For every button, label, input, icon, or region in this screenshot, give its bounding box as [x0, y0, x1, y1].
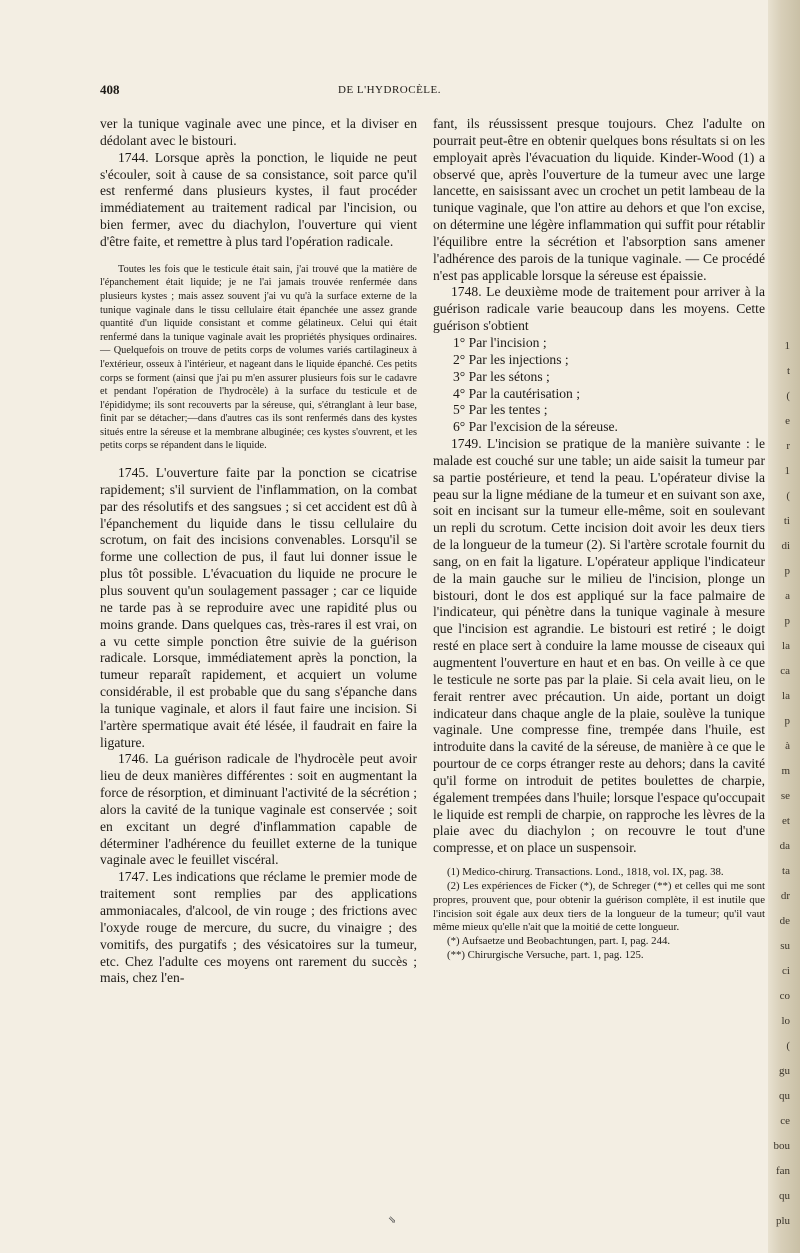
paragraph-1746: 1746. La guérison radicale de l'hydrocèle peut avoir lieu de deux manières différentes : soit en augmentant la force de résorption, et diminuant l'activité de la sécrétion ; alors la cavité de la tunique vaginale est conservée ; soit en excitant un degré d'inflammation capable de déterminer l'adhérence du feuillet externe de la tunique vaginale avec le feuillet viscéral. — [100, 751, 417, 868]
edge-fragment: qu — [779, 1190, 790, 1202]
edge-fragment: plu — [775, 1215, 790, 1227]
edge-fragment: ci — [782, 965, 790, 977]
edge-fragment: à — [785, 740, 790, 752]
left-column — [100, 116, 417, 987]
paragraph-1745: 1745. L'ouverture faite par la ponction se cicatrise rapidement; s'il survient de l'inflammation, on la combat par des résolutifs et des sangsues ; si cet accident est dû à l'épanchement du liquide dans le tissu cellulaire du scrotum, on fait des incisions convenables. Lorsqu'il se forme une collection de pus, il faut lui donner issue le plus tôt possible. L'évacuation du liquide ne procure le plus souvent qu'un soulagement passager ; car ce liquide ne tarde pas à se reproduire avec une rapidité plus ou moins grande. Dans quelques cas, très-rares il est vrai, on a vu cette simple ponction être suivie de la guérison radicale. Lorsque, immédiatement après la ponction, la tumeur reparaît rapidement, et acquiert un volume considérable, il est probable que du sang s'épanche dans la tunique vaginale, et alors il faut faire une incision. Si l'artère spermatique avait été lésée, il faudrait en faire la ligature. — [100, 465, 417, 750]
list-item: 5° Par les tentes ; — [453, 402, 548, 418]
paragraph-continued: fant, ils réussissent presque toujours. Chez l'adulte on pourrait peut-être en obtenir quelques bons résultats si on les employait après l'évacuation du liquide. Kinder-Wood (1) a observé que, après l'ouverture de la tumeur avec une large lancette, en saisissant avec un crochet un petit lambeau de la tunique vaginale, que l'on attire au dehors et que l'on excise, on détermine une légère inflammation qui suffit pour rétablir l'équilibre entre la sécrétion et l'absorption sans amener l'adhérence des parois de la tunique vaginale. — Ce procédé n'est pas applicable lorsque la séreuse est épaissie. — [433, 116, 765, 283]
footnote-2: (2) Les expériences de Ficker (*), de Schreger (**) et celles qui me sont propres, prouvent que, pour obtenir la guérison complète, il est inutile que l'incision soit égale aux deux tiers de la longueur de la tumeur; qu'il vaut même mieux qu'elle n'ait que la moitié de cette longueur. — [433, 879, 765, 934]
list-item: 3° Par les sétons ; — [453, 368, 550, 384]
edge-fragment: m — [781, 765, 790, 777]
list-item: 2° Par les injections ; — [453, 351, 569, 367]
edge-fragment: di — [781, 540, 790, 552]
right-column — [433, 116, 765, 963]
edge-fragment: 1 — [784, 340, 790, 352]
list-item: 4° Par la cautérisation ; — [453, 385, 580, 401]
edge-fragment: ce — [780, 1115, 790, 1127]
footnote-star: (*) Aufsaetze und Beobachtungen, part. I, pag. 244. — [447, 935, 671, 948]
edge-fragment: qu — [779, 1090, 790, 1102]
edge-fragment: la — [782, 690, 790, 702]
footnote-double-star: (**) Chirurgische Versuche, part. 1, pag. 125. — [447, 948, 644, 961]
method-list — [433, 335, 765, 436]
edge-fragment: p — [784, 715, 790, 727]
edge-fragment: ta — [782, 865, 790, 877]
paragraph-intro: ver la tunique vaginale avec une pince, et la diviser en dédolant avec le bistouri. — [100, 116, 417, 148]
running-head: DE L'HYDROCÈLE. — [338, 84, 441, 96]
edge-fragment: la — [782, 640, 790, 652]
edge-fragment: ti — [783, 515, 790, 527]
edge-fragment: fan — [775, 1165, 790, 1177]
edge-fragment: dr — [780, 890, 790, 902]
edge-fragment: de — [779, 915, 790, 927]
edge-fragment: t — [786, 365, 790, 377]
edge-fragment: a — [785, 590, 790, 602]
edge-fragment: 1 — [784, 465, 790, 477]
list-item: 1° Par l'incision ; — [453, 334, 547, 350]
edge-fragment: bou — [773, 1140, 790, 1152]
paragraph-1744: 1744. Lorsque après la ponction, le liquide ne peut s'écouler, soit à cause de sa consistance, soit parce qu'il est renfermé dans plusieurs kystes, il faut procéder immédiatement au traitement radical par l'incision, ou bien fermer, avec du diachylon, l'ouverture qui vient d'être faite, et remettre à plus tard l'opération radicale. — [100, 149, 417, 249]
small-print-note: Toutes les fois que le testicule était sain, j'ai trouvé que la matière de l'épanchement était liquide; je ne l'ai jamais trouvée renfermée dans plusieurs kystes ; mais assez souvent j'ai vu qu'à la surface externe de la tunique vaginale dans le tissu cellulaire était épanchée une assez grande quantité d'un liquide consistant et comme gélatineux. Celui qui était renfermé dans la tunique vaginale avait les propriétés physiques ordinaires. — Quelquefois on trouve de petits corps de volumes variés cartilagineux à l'extérieur, osseux à l'intérieur, et nageant dans le liquide épanché. Ces petits corps se forment (ainsi que j'ai pu m'en assurer plusieurs fois sur le cadavre et pendant l'opération de l'hydrocèle) à la surface du testicule et de l'épididyme; ils sont recouverts par la séreuse, qui, s'étranglant à leur base, finit par se détacher;—dans d'autres cas ils sont renfermés dans des kystes situés entre la séreuse et la membrane albuginée; ces kystes s'ouvrent, et les petits corps se répandent dans le liquide. — [100, 263, 417, 452]
edge-fragment: ( — [786, 390, 790, 402]
edge-fragment: et — [782, 815, 790, 827]
paragraph-1748: 1748. Le deuxième mode de traitement pour arriver à la guérison radicale varie beaucoup dans les moyens. Cette guérison s'obtient — [433, 284, 765, 334]
edge-fragment: lo — [781, 1015, 790, 1027]
edge-fragment: co — [779, 990, 790, 1002]
edge-fragment: p — [784, 615, 790, 627]
edge-fragment: da — [779, 840, 790, 852]
edge-fragment: r — [786, 440, 790, 452]
edge-fragment: gu — [779, 1065, 790, 1077]
paragraph-1747: 1747. Les indications que réclame le premier mode de traitement sont remplies par des applications ammoniacales, d'alcool, de vin rouge ; des frictions avec l'oxyde rouge de mercure, du sucre, du vinaigre ; des vomitifs, des purgatifs ; des vésicatoires sur la tumeur, etc. Chez l'adulte ces moyens ont rarement du succès ; mais, chez l'en- — [100, 869, 417, 986]
footnote-1: (1) Medico-chirurg. Transactions. Lond., 1818, vol. IX, pag. 38. — [447, 866, 724, 879]
edge-fragment: ( — [786, 490, 790, 502]
page-header — [0, 82, 800, 102]
paragraph-1749: 1749. L'incision se pratique de la manière suivante : le malade est couché sur une table; un aide saisit la tumeur par sa partie postérieure, et tend la peau. L'opérateur divise la peau sur la ligne médiane de la tumeur et en suivant son axe, soit en incisant sur la tumeur elle-même, soit en soulevant un repli du scrotum. Cette incision doit avoir les deux tiers de la longueur de la tumeur (2). Si l'artère scrotale fournit du sang, on en fait la ligature. L'opérateur applique l'indicateur de la main gauche sur le milieu de l'incision, plonge un bistouri, dont le dos est appliqué sur la face palmaire de l'indicateur, qui pénètre dans la tunique vaginale à mesure que l'incision est agrandie. Le bistouri est retiré ; le doigt resté en place sert à conduire la lame mousse de ciseaux qui augmentent l'ouverture en haut et en bas. On veille à ce que le testicule ne sorte pas par la plaie. Si cela avait lieu, on le ferait rentrer avec précaution. Un aide, portant un doigt indicateur dans chaque angle de la plaie, soulève la tunique vaginale. Une compresse fine, trempée dans l'huile, est introduite dans la cavité de la séreuse, de manière à ce que le pourtour de ce corps étranger reste au dehors; dans la cavité qu'il forme on introduit de petites boulettes de charpie, également trempées dans l'huile; lorsque l'espace qu'occupait le liquide est rempli de charpie, on rapproche les lèvres de la plaie avec du diachylon ; on recouvre le tout d'une compresse, et on place un suspensoir. — [433, 436, 765, 856]
list-item: 6° Par l'excision de la séreuse. — [453, 419, 618, 435]
page-number: 408 — [100, 82, 120, 97]
edge-fragment: su — [780, 940, 790, 952]
edge-fragment: se — [780, 790, 790, 802]
print-mark: ⇘ — [388, 1215, 397, 1226]
edge-fragment: ( — [786, 1040, 790, 1052]
edge-fragment: p — [784, 565, 790, 577]
edge-fragment: ca — [780, 665, 790, 677]
edge-fragment: e — [785, 415, 790, 427]
